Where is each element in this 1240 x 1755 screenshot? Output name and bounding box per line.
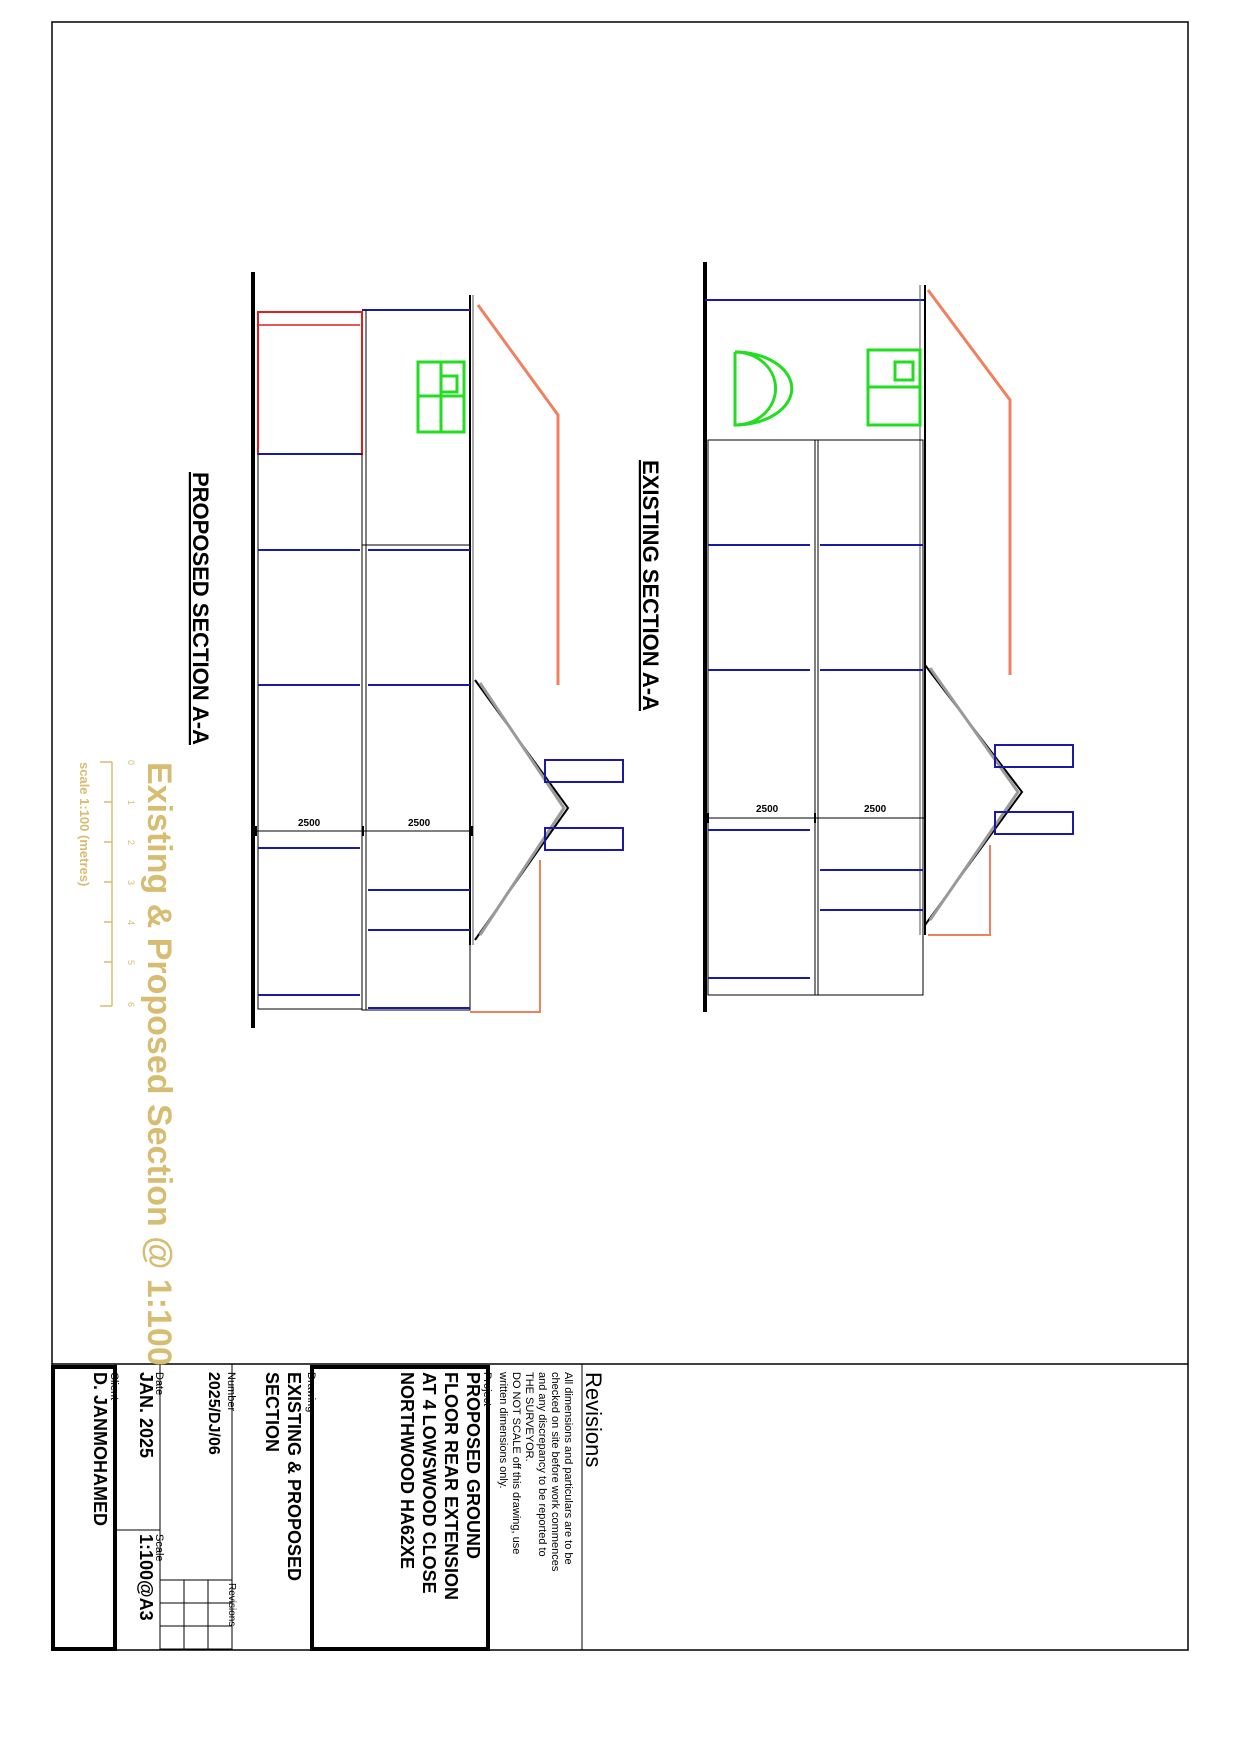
note-line-6: written dimensions only.: [497, 1372, 509, 1489]
sheet-title: Existing & Proposed Section @ 1:100: [140, 762, 178, 1366]
note-line-5: DO NOT SCALE off this drawing, use: [510, 1372, 522, 1555]
number-value: 2025/DJ/06: [205, 1372, 222, 1455]
project-line-3: AT 4 LOWSWOOD CLOSE: [419, 1372, 439, 1594]
project-line-1: PROPOSED GROUND: [463, 1372, 483, 1560]
date-value: JAN. 2025: [136, 1372, 156, 1459]
revisions-grid: [160, 1580, 232, 1649]
existing-section-title: EXISTING SECTION A-A: [638, 460, 663, 711]
project-line-2: FLOOR REAR EXTENSION: [441, 1372, 461, 1601]
proposed-dim-1: 2500: [298, 818, 321, 829]
scale-tick-5: 5: [126, 960, 136, 966]
revisions-label: Revisions: [226, 1583, 237, 1627]
existing-pitched-roof: [925, 665, 1022, 925]
existing-window-icon: [868, 350, 920, 425]
scale-bar: [100, 762, 112, 1006]
project-label: Project: [481, 1372, 493, 1407]
existing-roof-outline: [928, 290, 1010, 675]
proposed-window-icon: [418, 362, 464, 432]
drawing-line-1: EXISTING & PROPOSED: [284, 1372, 304, 1582]
existing-dim-2: 2500: [864, 804, 887, 815]
scale-tick-1: 1: [126, 800, 136, 806]
scale-tick-4: 4: [126, 920, 136, 926]
proposed-section-title: PROPOSED SECTION A-A: [188, 472, 213, 745]
client-value: D. JANMOHAMED: [90, 1372, 110, 1527]
note-line-3: and any discrepancy to be reported to: [536, 1372, 548, 1557]
note-line-1: All dimensions and particulars are to be: [562, 1372, 574, 1565]
date-label: Date: [153, 1372, 165, 1396]
drawing-label: Drawing: [305, 1372, 317, 1413]
proposed-roof-outline: [478, 305, 558, 685]
scale-tick-2: 2: [126, 840, 136, 846]
existing-section-drawing: [705, 262, 1073, 1012]
project-line-4: NORTHWOOD HA62XE: [397, 1372, 417, 1570]
client-label: Client: [108, 1372, 120, 1401]
proposed-section-drawing: [253, 272, 623, 1028]
proposed-dim-2: 2500: [408, 818, 431, 829]
scale-tick-6: 6: [126, 1002, 136, 1008]
proposed-extension-outline: [258, 312, 362, 454]
scale-label: Scale: [153, 1534, 165, 1562]
scale-value: 1:100@A3: [136, 1534, 156, 1621]
scale-bar-label: scale 1:100 (metres): [77, 762, 92, 887]
note-line-2: checked on site before work commences: [549, 1372, 561, 1572]
scale-tick-3: 3: [126, 880, 136, 886]
revisions-heading: Revisions: [581, 1372, 606, 1468]
existing-dim-1: 2500: [756, 804, 779, 815]
note-line-4: THE SURVEYOR.: [523, 1372, 535, 1462]
scale-tick-0: 0: [126, 760, 136, 766]
drawing-line-2: SECTION: [262, 1372, 282, 1453]
existing-arched-window-icon: [735, 352, 776, 425]
number-label: Number: [225, 1372, 237, 1412]
proposed-pitched-roof: [475, 680, 568, 940]
